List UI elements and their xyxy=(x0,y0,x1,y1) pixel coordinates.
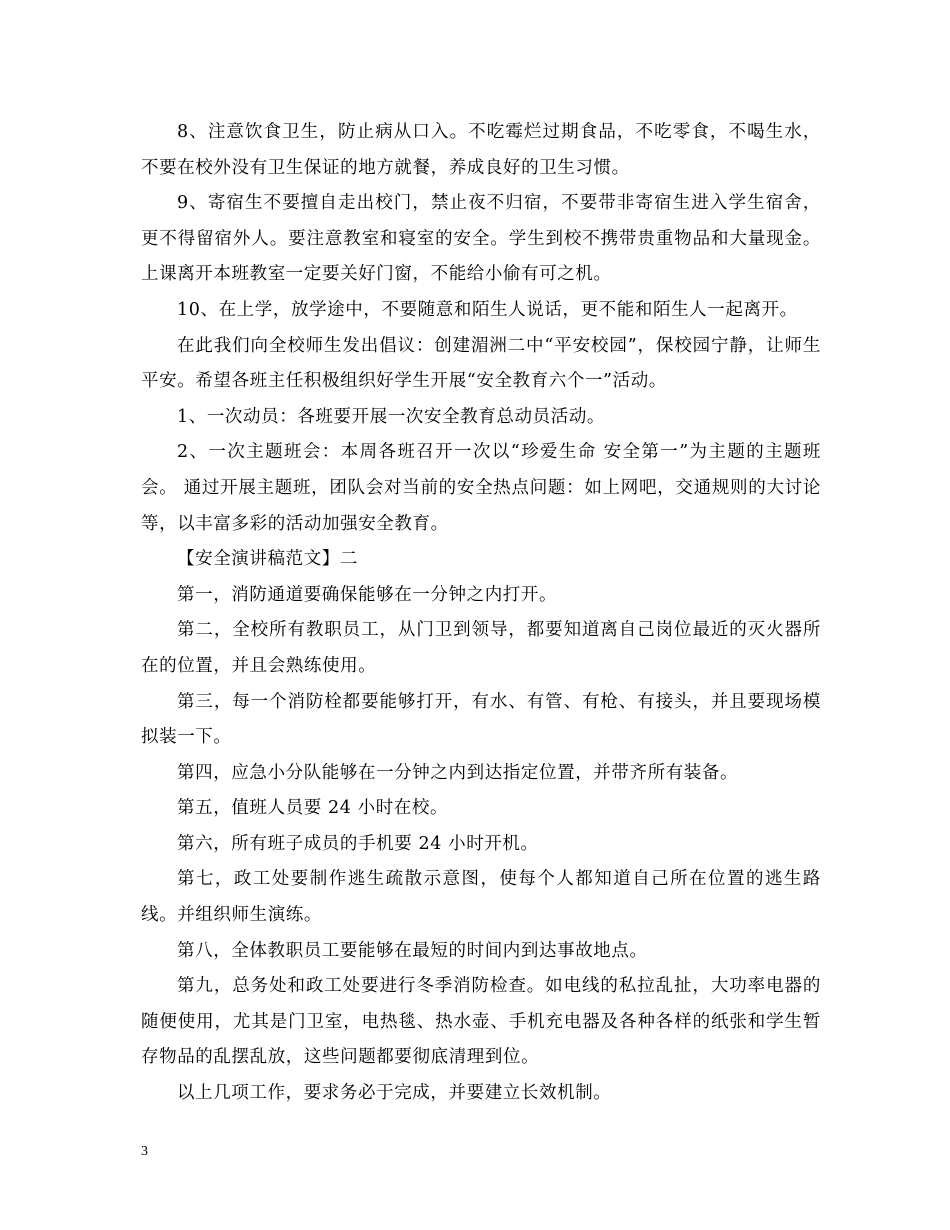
paragraph-conclusion: 以上几项工作，要求务必于完成，并要建立长效机制。 xyxy=(177,1083,612,1104)
paragraph-third: 第三，每一个消防栓都要能够打开，有水、有管、有枪、有接头，并且要现场模拟装一下。 xyxy=(141,691,821,748)
paragraph-sixth: 第六，所有班子成员的手机要 24 小时开机。 xyxy=(177,833,539,854)
paragraph-fifth: 第五，值班人员要 24 小时在校。 xyxy=(177,798,449,819)
document-body xyxy=(141,115,821,1112)
paragraph-seventh: 第七，政工处要制作逃生疏散示意图，使每个人都知道自己所在位置的逃生路线。并组织师生演练。 xyxy=(141,869,821,926)
paragraph-first: 第一，消防通道要确保能够在一分钟之内打开。 xyxy=(177,584,558,605)
paragraph-item-8: 8、注意饮食卫生，防止病从口入。不吃霉烂过期食品，不吃零食，不喝生水，不要在校外没有卫生保证的地方就餐，养成良好的卫生习惯。 xyxy=(141,122,821,178)
paragraph-fourth: 第四，应急小分队能够在一分钟之内到达指定位置，并带齐所有装备。 xyxy=(177,762,739,783)
section-heading: 【安全演讲稿范文】二 xyxy=(177,549,358,570)
paragraph-item-10: 10、在上学，放学途中，不要随意和陌生人说话，更不能和陌生人一起离开。 xyxy=(177,299,798,320)
paragraph-mobilization: 1、一次动员：各班要开展一次安全教育总动员活动。 xyxy=(177,406,606,427)
paragraph-second: 第二，全校所有教职员工，从门卫到领导，都要知道离自己岗位最近的灭火器所在的位置，并且会熟练使用。 xyxy=(141,620,821,676)
page-number: 3 xyxy=(141,1144,148,1159)
paragraph-class-meeting: 2、一次主题班会：本周各班召开一次以“珍爱生命 安全第一”为主题的主题班会。 通过开展主题班，团队会对当前的安全热点问题：如上网吧，交通规则的大讨论等，以丰富多彩的活动加强安全教育。 xyxy=(141,442,821,534)
paragraph-initiative: 在此我们向全校师生发出倡议：创建湄洲二中“平安校园”，保校园宁静，让师生平安。希望各班主任积极组织好学生开展“安全教育六个一”活动。 xyxy=(141,335,821,392)
paragraph-ninth: 第九，总务处和政工处要进行冬季消防检查。如电线的私拉乱扯，大功率电器的随便使用，尤其是门卫室，电热毯、热水壶、手机充电器及各种各样的纸张和学生暂存物品的乱摆乱放，这些问题都要彻底清理到位。 xyxy=(141,976,821,1068)
paragraph-item-9: 9、寄宿生不要擅自走出校门，禁止夜不归宿，不要带非寄宿生进入学生宿舍，更不得留宿外人。要注意教室和寝室的安全。学生到校不携带贵重物品和大量现金。上课离开本班教室一定要关好门窗，不能给小偷有可之机。 xyxy=(141,193,821,285)
paragraph-eighth: 第八，全体教职员工要能够在最短的时间内到达事故地点。 xyxy=(177,940,648,961)
